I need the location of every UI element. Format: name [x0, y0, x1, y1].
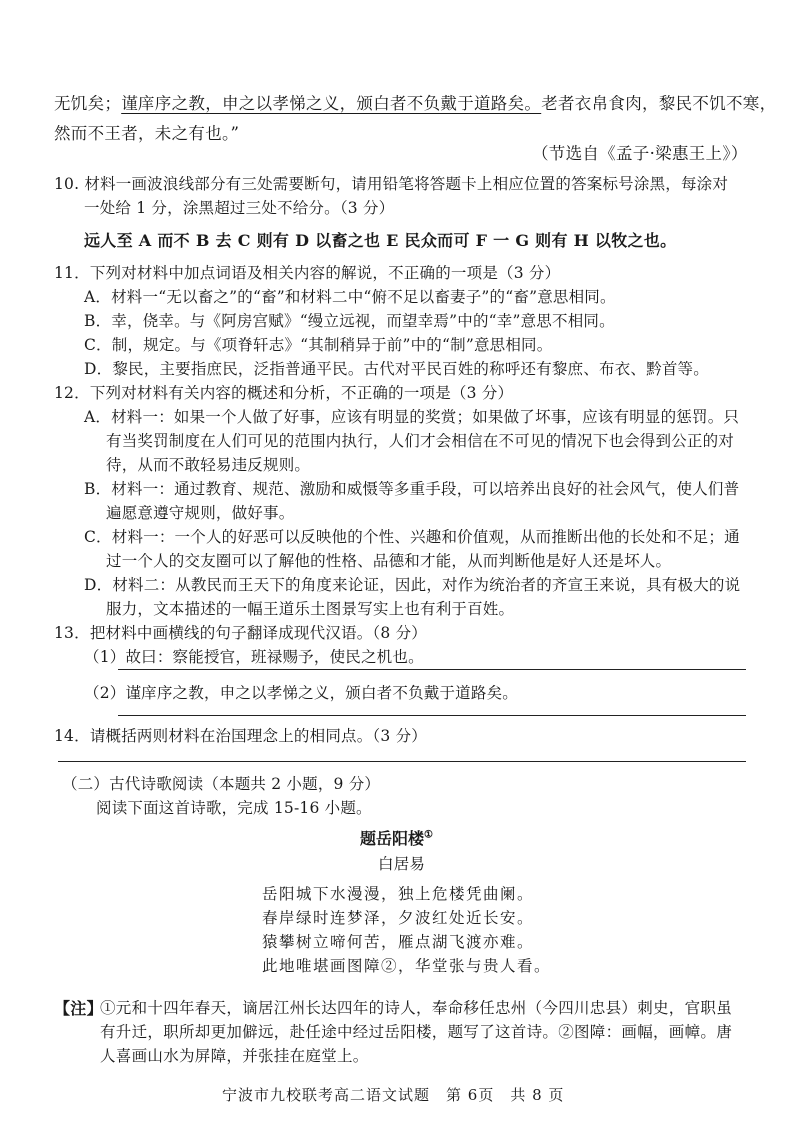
q12-option-a-line-3: 待，从而不敢轻易违反规则。 — [106, 456, 311, 474]
q13-sentence-1: （1）故曰：察能授官，班禄赐予，使民之机也。 — [84, 648, 424, 666]
q12-option-d-line-2: 服力，文本描述的一幅王道乐土图景写实上也有利于百姓。 — [106, 600, 515, 618]
poem-title-note-marker: ① — [424, 829, 433, 841]
poem-line-1: 岳阳城下水漫漫，独上危楼凭曲阑。 — [262, 885, 535, 903]
note-line-3: 人喜画山水为屏障，并张挂在庭堂上。 — [100, 1047, 369, 1065]
q11-option-d: D．黎民，主要指庶民，泛指普通平民。古代对平民百姓的称呼还有黎庶、布衣、黔首等。 — [84, 360, 709, 378]
q11-option-b: B．幸，侥幸。与《阿房宫赋》“缦立远视，而望幸焉”中的“幸”意思不相同。 — [84, 312, 615, 330]
poem-title — [360, 826, 433, 849]
passage-line-2: 然而不王者，未之有也。” — [54, 124, 240, 143]
passage-source: （节选自《孟子·梁惠王上》） — [532, 144, 748, 163]
answer-line-3 — [58, 761, 746, 762]
q12-option-c-line-1: C．材料一：一个人的好恶可以反映他的个性、兴趣和价值观，从而推断出他的长处和不足；通 — [84, 528, 740, 546]
page-footer: 宁波市九校联考高二语文试题 第 6页 共 8 页 — [222, 1086, 565, 1104]
q12-stem: 12．下列对材料有关内容的概述和分析，不正确的一项是（3 分） — [54, 384, 514, 402]
q13-sentence-2: （2）谨庠序之教，申之以孝悌之义，颁白者不负戴于道路矣。 — [84, 684, 518, 702]
q12-option-a-line-2: 有当奖罚制度在人们可见的范围内执行，人们才会相信在不可见的情况下也会得到公正的对 — [106, 432, 735, 450]
q12-option-d-line-1: D．材料二：从教民而王天下的角度来论证，因此，对作为统治者的齐宣王来说，具有极大的说 — [84, 576, 741, 594]
q11-stem: 11．下列对材料中加点词语及相关内容的解说，不正确的一项是（3 分） — [54, 264, 561, 282]
note-label: 【注】 — [54, 999, 103, 1018]
poem-title-text: 题岳阳楼 — [360, 829, 425, 848]
q10-stem-line-1: 10. 材料一画波浪线部分有三处需要断句，请用铅笔将答题卡上相应位置的答案标号涂黑，每涂对 — [54, 175, 729, 193]
passage-text: 老者衣帛食肉，黎民不饥不寒， — [541, 94, 777, 113]
underlined-sentence: 谨庠序之教，申之以孝悌之义，颁白者不负戴于道路矣。 — [121, 94, 542, 113]
note-line-2: 有升迁，职所却更加僻远，赴任途中经过岳阳楼，题写了这首诗。②图障：画幅，画幛。唐 — [100, 1023, 733, 1041]
q12-option-a-line-1: A．材料一：如果一个人做了好事，应该有明显的奖赏；如果做了坏事，应该有明显的惩罚。只 — [84, 408, 740, 426]
answer-line-1 — [118, 669, 746, 670]
answer-line-2 — [118, 715, 746, 716]
q13-stem: 13．把材料中画横线的句子翻译成现代汉语。（8 分） — [54, 624, 427, 642]
q10-answer-line: 远人至 A 而不 B 去 C 则有 D 以畜之也 E 民众而可 F 一 G 则有 H 以牧之也。 — [84, 231, 677, 250]
q12-option-b-line-1: B．材料一：通过教育、规范、激励和威慑等多重手段，可以培养出良好的社会风气，使人们普 — [84, 480, 740, 498]
note-line-1: ①元和十四年春天，谪居江州长达四年的诗人，奉命移任忠州（今四川忠县）刺史，官职虽 — [100, 999, 733, 1017]
q12-option-b-line-2: 遍愿意遵守规则，做好事。 — [106, 504, 295, 522]
q10-stem-line-2: 一处给 1 分，涂黑超过三处不给分。（3 分） — [84, 199, 395, 217]
poem-line-4: 此地唯堪画图障②，华堂张与贵人看。 — [262, 957, 552, 975]
section-2-heading: （二）古代诗歌阅读（本题共 2 小题，9 分） — [62, 775, 381, 793]
passage-text: 无饥矣； — [54, 94, 122, 113]
poem-line-2: 春岸绿时连梦泽，夕波红处近长安。 — [262, 909, 535, 927]
q11-option-a: A．材料一“无以畜之”的“畜”和材料二中“俯不足以畜妻子”的“畜”意思相同。 — [84, 288, 616, 306]
q12-option-c-line-2: 过一个人的交友圈可以了解他的性格、品德和才能，从而判断他是好人还是坏人。 — [106, 552, 672, 570]
poem-line-3: 猿攀树立啼何苦，雁点湖飞渡亦难。 — [262, 933, 535, 951]
poem-author: 白居易 — [378, 855, 426, 873]
section-2-instruction: 阅读下面这首诗歌，完成 15-16 小题。 — [96, 799, 372, 817]
q14-stem: 14．请概括两则材料在治国理念上的相同点。（3 分） — [54, 727, 427, 745]
passage-line-1 — [54, 90, 776, 114]
q11-option-c: C．制，规定。与《项脊轩志》“其制稍异于前”中的“制”意思相同。 — [84, 336, 553, 354]
